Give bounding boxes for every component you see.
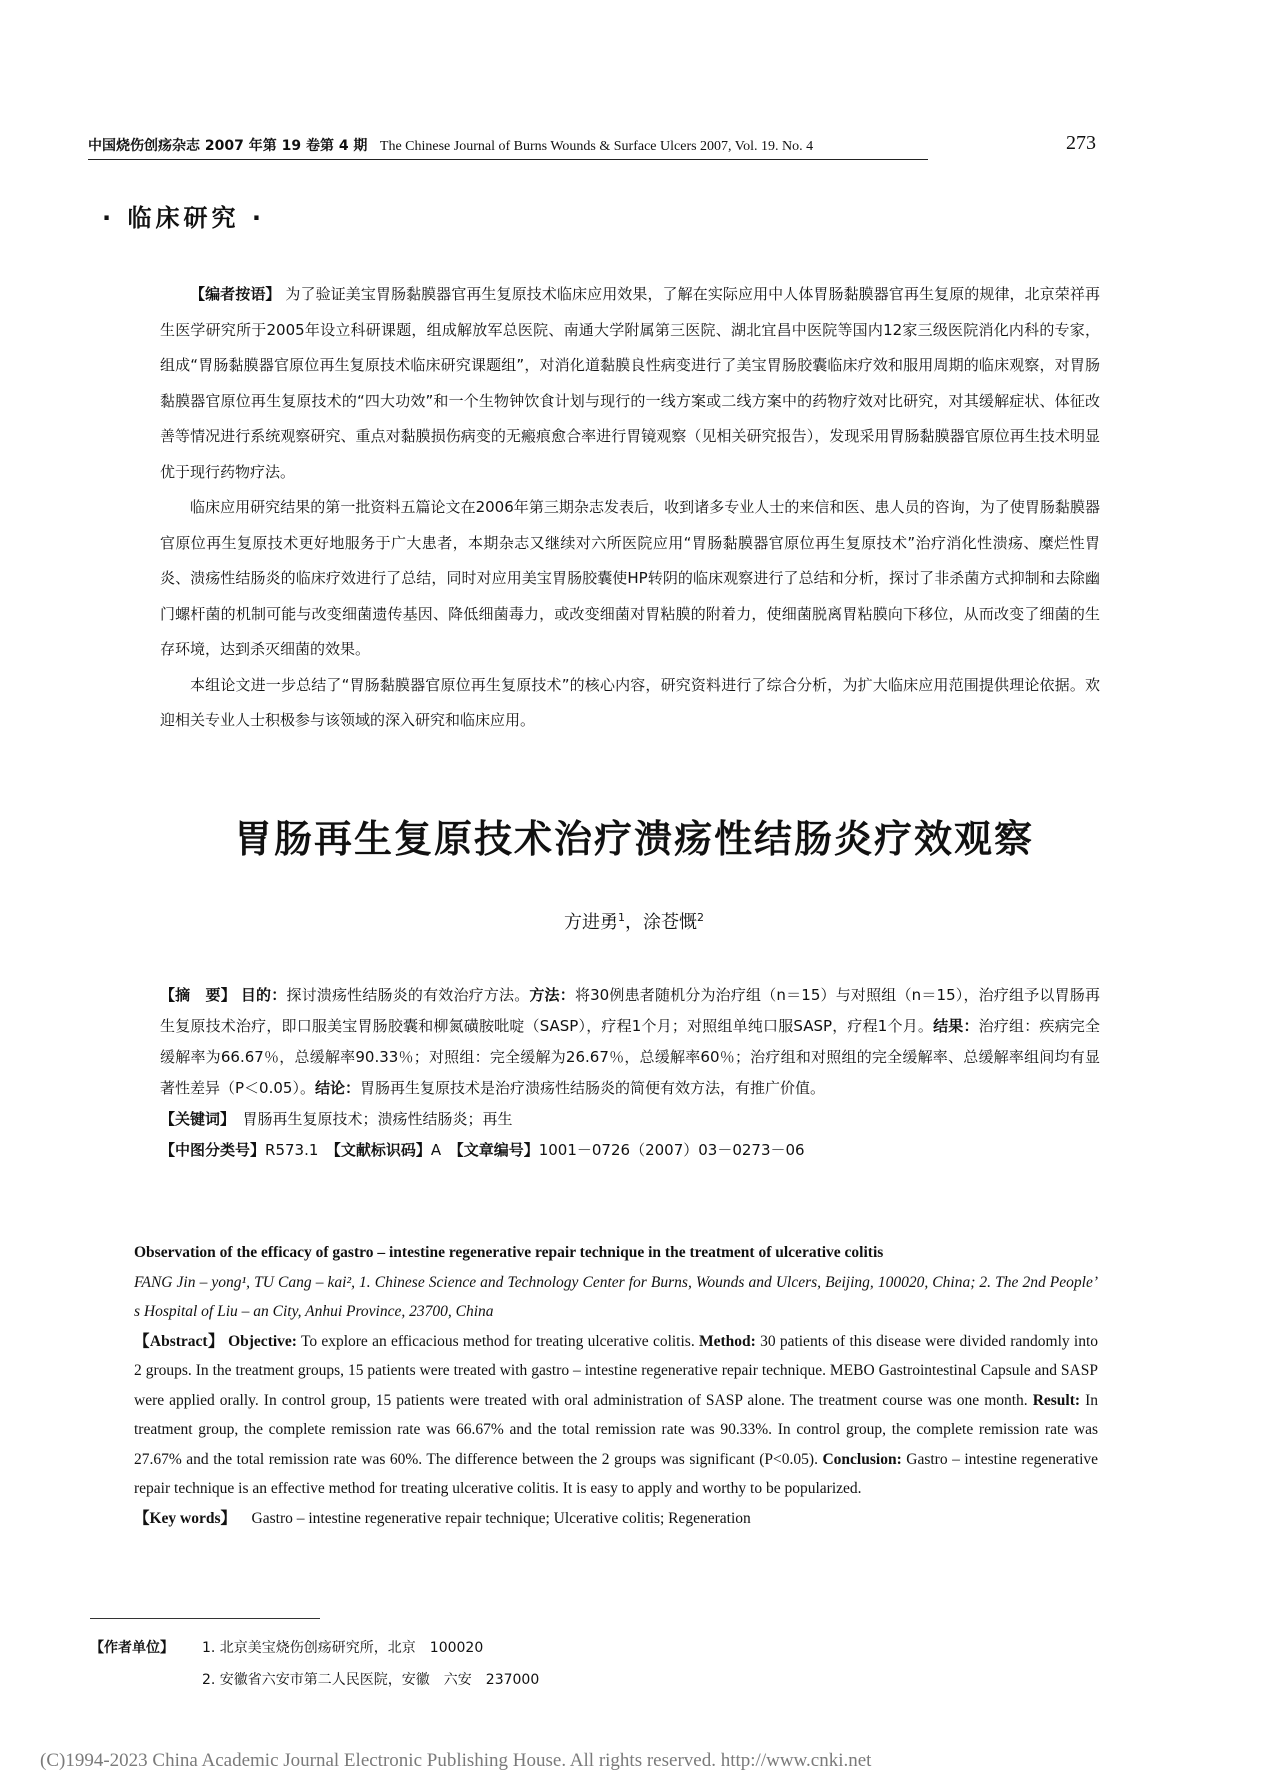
objective-en-label: Objective:: [228, 1332, 297, 1350]
journal-name-cn: 中国烧伤创疡杂志 2007 年第 19 卷第 4 期: [88, 138, 368, 154]
objective-en-text: To explore an efficacious method for treating ulcerative colitis.: [300, 1332, 695, 1350]
keywords-en: [134, 1504, 1098, 1534]
editor-note: [160, 277, 1100, 739]
result-text: 治疗组：疾病完全缓解率为66.67％，总缓解率90.33％；对照组：完全缓解为26.67％，总缓解率60％；治疗组和对照组的完全缓解率、总缓解率组间均有显著性差异（P＜0.05）。: [160, 1017, 1100, 1097]
running-header: [88, 135, 928, 160]
keywords-cn-label: 【关键词】: [160, 1110, 228, 1128]
author-affiliations: [90, 1632, 539, 1696]
editor-note-text-1: 为了验证美宝胃肠黏膜器官再生复原技术临床应用效果，了解在实际应用中人体胃肠黏膜器官再生复原的规律，北京荣祥再生医学研究所于2005年设立科研课题，组成解放军总医院、南通大学附属第三医院、湖北宜昌中医院等国内12家三级医院消化内科的专家，组成“胃肠黏膜器官原位再生复原技术临床研究课题组”，对消化道黏膜良性病变进行了美宝胃肠胶囊临床疗效和服用周期的临床观察，对胃肠黏膜器官原位再生复原技术的“四大功效”和一个生物钟饮食计划与现行的一线方案或二线方案中的药物疗效对比研究，对其缓解症状、体征改善等情况进行系统观察研究、重点对黏膜损伤病变的无瘢痕愈合率进行胃镜观察（见相关研究报告），发现采用胃肠黏膜器官原位再生技术明显优于现行药物疗法。: [160, 285, 1100, 481]
keywords-en-label: 【Key words】: [134, 1509, 237, 1527]
article-authors: [0, 908, 1268, 934]
author-2-affiliation-mark: 2: [697, 911, 704, 924]
section-title: · 临床研究 ·: [102, 204, 265, 232]
editor-note-paragraph-2: 临床应用研究结果的第一批资料五篇论文在2006年第三期杂志发表后，收到诸多专业人士的来信和医、患人员的咨询，为了使胃肠黏膜器官原位再生复原技术更好地服务于广大患者，本期杂志又继续对六所医院应用“胃肠黏膜器官原位再生复原技术”治疗消化性溃疡、糜烂性胃炎、溃疡性结肠炎的临床疗效进行了总结，同时对应用美宝胃肠胶囊使HP转阴的临床观察进行了总结和分析，探讨了非杀菌方式抑制和去除幽门螺杆菌的机制可能与改变细菌遗传基因、降低细菌毒力，或改变细菌对胃粘膜的附着力，使细菌脱离胃粘膜向下移位，从而改变了细菌的生存环境，达到杀灭细菌的效果。: [160, 498, 1100, 658]
copyright-footer: (C)1994-2023 China Academic Journal Electronic Publishing House. All rights reserved. http://www.cnki.net: [40, 1750, 872, 1771]
conclusion-en-text: Gastro – intestine regenerative repair technique is an effective method for treating ulcerative colitis. It is easy to apply and worthy to be popularized.: [134, 1450, 1099, 1497]
affiliation-label: 【作者单位】: [90, 1640, 174, 1656]
abstract-en-label: 【Abstract】: [134, 1332, 224, 1350]
affiliation-2: 2. 安徽省六安市第二人民医院，安徽 六安 237000: [202, 1672, 540, 1688]
objective-label: 目的：: [240, 986, 287, 1004]
abstract-en: [134, 1238, 1098, 1533]
abstract-cn-body: [160, 980, 1100, 1104]
abstract-cn: [160, 980, 1100, 1166]
result-en-text: In treatment group, the complete remission rate was 66.67% and the total remission rate was 90.33%. In control group, the complete remission rate was 27.67% and the total remission rate was 60%. The difference between the 2 groups was significant (P<0.05).: [134, 1391, 1098, 1468]
doc-code-value: A: [430, 1141, 442, 1159]
method-en-label: Method:: [698, 1332, 756, 1350]
editor-note-paragraph-1: [160, 277, 1100, 490]
abstract-cn-label: 【摘 要】: [160, 986, 236, 1004]
result-label: 结果：: [933, 1017, 979, 1035]
keywords-en-text: Gastro – intestine regenerative repair technique; Ulcerative colitis; Regeneration: [251, 1509, 751, 1527]
clc-label: 【中图分类号】: [160, 1141, 266, 1159]
classification-line: [160, 1135, 1100, 1166]
keywords-cn: [160, 1104, 1100, 1135]
footnote-divider: [90, 1618, 320, 1619]
clc-value: R573.1: [265, 1141, 319, 1159]
article-number-value: 1001－0726（2007）03－0273－06: [538, 1141, 805, 1159]
conclusion-label: 结论：: [314, 1079, 360, 1097]
conclusion-text: 胃肠再生复原技术是治疗溃疡性结肠炎的简便有效方法，有推广价值。: [359, 1079, 825, 1097]
author-separator: ，: [625, 912, 643, 933]
affiliation-line-1: [90, 1632, 539, 1664]
result-en-label: Result:: [1032, 1391, 1081, 1409]
article-title: 胃肠再生复原技术治疗溃疡性结肠炎疗效观察: [233, 817, 1034, 861]
author-1: 方进勇: [564, 912, 618, 933]
objective-text: 探讨溃疡性结肠炎的有效治疗方法。: [286, 986, 530, 1004]
editor-note-label: 【编者按语】: [190, 285, 281, 303]
english-title: Observation of the efficacy of gastro – intestine regenerative repair technique in the treatment of ulcerative colitis: [134, 1244, 884, 1261]
doc-code-label: 【文献标识码】: [333, 1141, 431, 1159]
method-label: 方法：: [529, 986, 575, 1004]
article-number-label: 【文章编号】: [456, 1141, 539, 1159]
journal-name-en: The Chinese Journal of Burns Wounds & Surface Ulcers 2007, Vol. 19. No. 4: [379, 139, 814, 154]
conclusion-en-label: Conclusion:: [822, 1450, 902, 1468]
author-1-affiliation-mark: 1: [618, 911, 625, 924]
english-abstract-body: [134, 1327, 1098, 1504]
method-en-text: 30 patients of this disease were divided randomly into 2 groups. In the treatment groups, 15 patients were treated with gastro – intestine regenerative repair technique. MEBO Gastrointestinal Capsule and SASP were applied orally. In control group, 15 patients were treated with oral administration of SASP alone. The treatment course was one month.: [134, 1332, 1099, 1409]
method-text: 将30例患者随机分为治疗组（n＝15）与对照组（n＝15），治疗组予以胃肠再生复原技术治疗，即口服美宝胃肠胶囊和柳氮磺胺吡啶（SASP），疗程1个月；对照组单纯口服SASP，疗程1个月。: [160, 986, 1100, 1035]
keywords-cn-text: 胃肠再生复原技术；溃疡性结肠炎；再生: [242, 1110, 513, 1128]
page-number: 273: [1066, 132, 1096, 154]
editor-note-paragraph-3: 本组论文进一步总结了“胃肠黏膜器官原位再生复原技术”的核心内容，研究资料进行了综合分析，为扩大临床应用范围提供理论依据。欢迎相关专业人士积极参与该领域的深入研究和临床应用。: [160, 675, 1100, 729]
author-2: 涂苍慨: [643, 912, 697, 933]
affiliation-1: 1. 北京美宝烧伤创疡研究所，北京 100020: [202, 1640, 484, 1656]
english-authors: FANG Jin – yong¹, TU Cang – kai², 1. Chinese Science and Technology Center for Burns, Wounds and Ulcers, Beijing, 100020, China; 2. The 2nd People’ s Hospital of Liu – an City, Anhui Province, 23700, China: [134, 1273, 1098, 1320]
